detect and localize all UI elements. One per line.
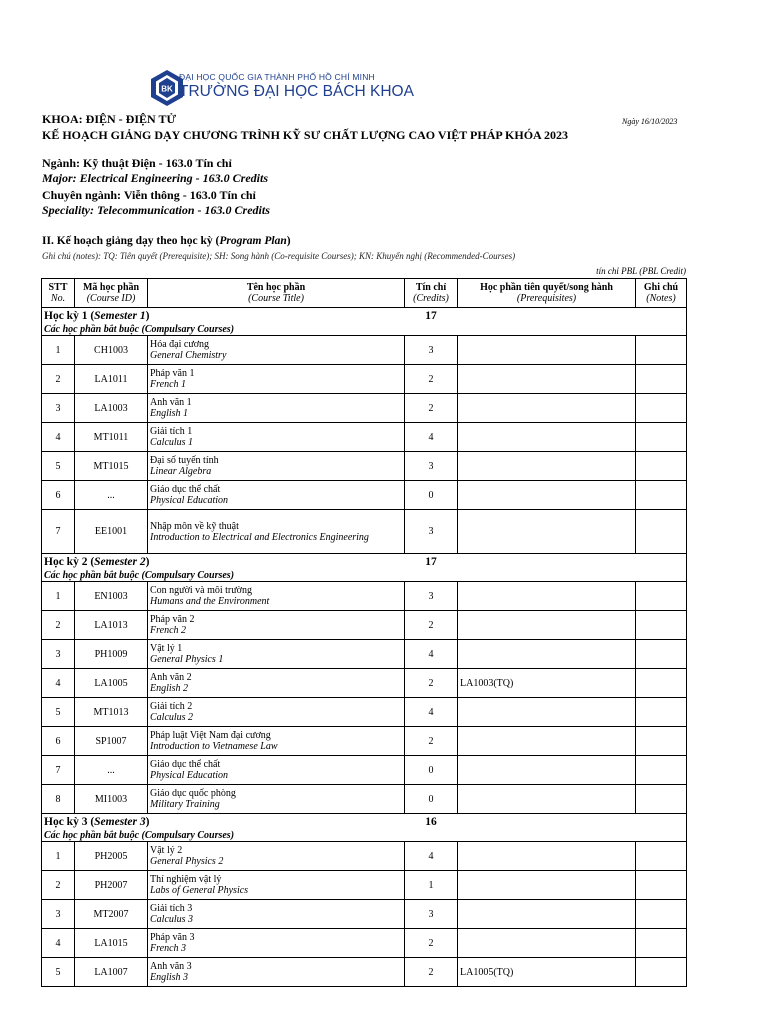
col-header-credits: Tín chỉ (Credits)	[405, 279, 458, 308]
course-prerequisites	[458, 842, 636, 871]
course-id: CH1003	[75, 336, 148, 365]
course-title-en: General Chemistry	[150, 350, 227, 361]
course-prerequisites	[458, 698, 636, 727]
semester-heading-filler	[458, 308, 687, 325]
logo-line1: ĐẠI HỌC QUỐC GIA THÀNH PHỐ HỒ CHÍ MINH	[179, 72, 375, 82]
semester-heading-row	[42, 814, 687, 831]
course-title-en: Calculus 3	[150, 914, 194, 925]
course-no: 3	[42, 900, 75, 929]
logo-line2: TRƯỜNG ĐẠI HỌC BÁCH KHOA	[179, 83, 414, 100]
course-prerequisites	[458, 336, 636, 365]
category-label: Các học phần bắt buộc (Compulsary Courses)	[42, 570, 687, 582]
course-prerequisites	[458, 423, 636, 452]
course-prerequisites: LA1005(TQ)	[458, 958, 636, 987]
logo-mark-text: BK	[161, 84, 173, 94]
course-title-vn: Anh văn 1	[150, 397, 192, 408]
course-prerequisites	[458, 394, 636, 423]
course-prerequisites	[458, 756, 636, 785]
course-credits: 2	[405, 611, 458, 640]
course-title-vn: Pháp văn 1	[150, 368, 195, 379]
course-title-en: Military Training	[150, 799, 220, 810]
semester-heading-row	[42, 308, 687, 325]
program-plan-table	[41, 278, 687, 987]
course-title	[148, 365, 405, 394]
course-credits: 2	[405, 365, 458, 394]
course-notes	[636, 423, 687, 452]
course-title-vn: Nhập môn về kỹ thuật	[150, 520, 239, 532]
course-title-en: Physical Education	[150, 495, 229, 506]
course-credits: 1	[405, 871, 458, 900]
course-no: 1	[42, 336, 75, 365]
course-credits: 0	[405, 481, 458, 510]
course-title-vn: Giải tích 3	[150, 903, 193, 914]
course-id: LA1007	[75, 958, 148, 987]
course-notes	[636, 669, 687, 698]
course-title-en: Linear Algebra	[150, 466, 212, 477]
course-title-vn: Giáo dục quốc phòng	[150, 788, 236, 799]
col-header-no: STT No.	[42, 279, 75, 308]
course-title-vn: Giáo dục thể chất	[150, 759, 221, 770]
major-vn: Ngành: Kỹ thuật Điện - 163.0 Tín chỉ	[42, 156, 232, 170]
course-title-en: Physical Education	[150, 770, 229, 781]
course-title	[148, 785, 405, 814]
semester-credits: 17	[405, 308, 458, 325]
course-title-en: General Physics 2	[150, 856, 224, 867]
course-notes	[636, 452, 687, 481]
course-row	[42, 900, 687, 929]
course-title-en: English 3	[150, 972, 189, 983]
course-notes	[636, 640, 687, 669]
course-no: 1	[42, 582, 75, 611]
course-no: 6	[42, 481, 75, 510]
course-credits: 3	[405, 510, 458, 554]
semester-credits: 17	[405, 554, 458, 571]
course-credits: 2	[405, 727, 458, 756]
course-id: MT1015	[75, 452, 148, 481]
major-en: Major: Electrical Engineering - 163.0 Credits	[42, 171, 269, 185]
course-credits: 2	[405, 929, 458, 958]
course-title-en: Calculus 2	[150, 712, 194, 723]
course-title	[148, 481, 405, 510]
course-no: 7	[42, 756, 75, 785]
course-title	[148, 698, 405, 727]
course-title-vn: Pháp văn 3	[150, 932, 195, 943]
course-credits: 3	[405, 452, 458, 481]
course-row	[42, 611, 687, 640]
course-no: 6	[42, 727, 75, 756]
course-title-vn: Vật lý 2	[150, 845, 183, 856]
course-credits: 2	[405, 394, 458, 423]
course-notes	[636, 336, 687, 365]
course-title	[148, 582, 405, 611]
course-title-vn: Anh văn 3	[150, 961, 192, 972]
course-notes	[636, 611, 687, 640]
course-title	[148, 394, 405, 423]
table-header-row	[42, 279, 687, 308]
course-title-en: French 3	[150, 943, 187, 954]
course-title-vn: Anh văn 2	[150, 672, 192, 683]
course-credits: 3	[405, 582, 458, 611]
semester-label: Học kỳ 3 (Semester 3)	[42, 814, 405, 831]
course-title	[148, 842, 405, 871]
speciality-vn: Chuyên ngành: Viễn thông - 163.0 Tín chỉ	[42, 188, 256, 202]
semester-heading-row	[42, 554, 687, 571]
course-notes	[636, 481, 687, 510]
course-notes	[636, 510, 687, 554]
course-no: 4	[42, 929, 75, 958]
course-prerequisites	[458, 365, 636, 394]
course-id: ...	[75, 481, 148, 510]
speciality-en: Speciality: Telecommunication - 163.0 Credits	[42, 203, 270, 217]
course-credits: 0	[405, 756, 458, 785]
course-prerequisites	[458, 785, 636, 814]
section-title: II. Kế hoạch giảng dạy theo học kỳ (Program Plan)	[42, 235, 291, 247]
course-prerequisites	[458, 611, 636, 640]
course-no: 4	[42, 423, 75, 452]
course-notes	[636, 929, 687, 958]
category-row	[42, 830, 687, 842]
course-title-vn: Pháp văn 2	[150, 614, 195, 625]
course-notes	[636, 727, 687, 756]
course-no: 2	[42, 871, 75, 900]
course-row	[42, 394, 687, 423]
course-prerequisites	[458, 640, 636, 669]
course-title-vn: Thí nghiệm vật lý	[150, 874, 222, 885]
course-title-vn: Đại số tuyến tính	[150, 455, 219, 466]
col-header-prerequisites: Học phần tiên quyết/song hành (Prerequisites)	[458, 279, 636, 308]
course-title-vn: Giáo dục thể chất	[150, 484, 221, 495]
course-row	[42, 756, 687, 785]
semester-credits: 16	[405, 814, 458, 831]
course-credits: 4	[405, 698, 458, 727]
course-notes	[636, 698, 687, 727]
course-title-en: General Physics 1	[150, 654, 224, 665]
course-title-en: Introduction to Vietnamese Law	[150, 741, 278, 752]
document-date: Ngày 16/10/2023	[622, 117, 678, 126]
course-id: EE1001	[75, 510, 148, 554]
col-header-course-id: Mã học phần (Course ID)	[75, 279, 148, 308]
course-row	[42, 481, 687, 510]
course-row	[42, 669, 687, 698]
course-title-en: French 2	[150, 625, 187, 636]
course-id: LA1011	[75, 365, 148, 394]
course-prerequisites	[458, 582, 636, 611]
pbl-credit-note: tín chỉ PBL (PBL Credit)	[596, 266, 686, 276]
course-notes	[636, 394, 687, 423]
course-no: 7	[42, 510, 75, 554]
course-row	[42, 365, 687, 394]
course-row	[42, 727, 687, 756]
course-title-vn: Hóa đại cương	[150, 339, 210, 350]
category-label: Các học phần bắt buộc (Compulsary Courses)	[42, 324, 687, 336]
course-row	[42, 785, 687, 814]
course-no: 2	[42, 365, 75, 394]
course-title	[148, 958, 405, 987]
course-id: PH2005	[75, 842, 148, 871]
course-id: EN1003	[75, 582, 148, 611]
course-credits: 2	[405, 958, 458, 987]
course-row	[42, 510, 687, 554]
course-id: ...	[75, 756, 148, 785]
course-title-en: English 2	[150, 683, 189, 694]
course-title	[148, 871, 405, 900]
course-title	[148, 452, 405, 481]
course-title-en: Calculus 1	[150, 437, 194, 448]
course-notes	[636, 900, 687, 929]
course-notes	[636, 365, 687, 394]
course-title	[148, 756, 405, 785]
course-credits: 4	[405, 640, 458, 669]
course-row	[42, 640, 687, 669]
course-id: MT1011	[75, 423, 148, 452]
plan-title: KẾ HOẠCH GIẢNG DẠY CHƯƠNG TRÌNH KỸ SƯ CHẤT LƯỢNG CAO VIỆT PHÁP KHÓA 2023	[42, 128, 569, 142]
course-notes	[636, 958, 687, 987]
col-header-course-title: Tên học phần (Course Title)	[148, 279, 405, 308]
course-row	[42, 842, 687, 871]
course-title-vn: Vật lý 1	[150, 643, 183, 654]
course-title	[148, 900, 405, 929]
course-prerequisites	[458, 871, 636, 900]
course-no: 5	[42, 958, 75, 987]
course-row	[42, 958, 687, 987]
course-title-vn: Pháp luật Việt Nam đại cương	[150, 730, 271, 741]
course-prerequisites	[458, 727, 636, 756]
semester-label: Học kỳ 2 (Semester 2)	[42, 554, 405, 571]
course-id: MT2007	[75, 900, 148, 929]
course-prerequisites	[458, 929, 636, 958]
course-row	[42, 582, 687, 611]
course-credits: 2	[405, 669, 458, 698]
course-row	[42, 336, 687, 365]
course-title	[148, 669, 405, 698]
semester-heading-filler	[458, 814, 687, 831]
course-row	[42, 871, 687, 900]
course-id: SP1007	[75, 727, 148, 756]
course-id: LA1013	[75, 611, 148, 640]
course-no: 8	[42, 785, 75, 814]
course-title-vn: Giải tích 1	[150, 426, 193, 437]
faculty-heading: KHOA: ĐIỆN - ĐIỆN TỬ	[42, 112, 177, 126]
course-no: 4	[42, 669, 75, 698]
course-notes	[636, 756, 687, 785]
col-header-notes: Ghi chú (Notes)	[636, 279, 687, 308]
course-id: PH1009	[75, 640, 148, 669]
category-row	[42, 324, 687, 336]
course-no: 3	[42, 640, 75, 669]
course-title	[148, 336, 405, 365]
course-notes	[636, 582, 687, 611]
course-id: MT1013	[75, 698, 148, 727]
course-prerequisites	[458, 510, 636, 554]
university-logo	[147, 68, 417, 108]
semester-heading-filler	[458, 554, 687, 571]
course-row	[42, 929, 687, 958]
course-row	[42, 698, 687, 727]
course-credits: 0	[405, 785, 458, 814]
course-title	[148, 611, 405, 640]
course-no: 2	[42, 611, 75, 640]
course-title-en: Introduction to Electrical and Electronics Engineering	[150, 531, 369, 543]
course-title-vn: Con người và môi trường	[150, 585, 252, 596]
course-no: 1	[42, 842, 75, 871]
course-title-en: English 1	[150, 408, 189, 419]
notes-legend: Ghi chú (notes): TQ: Tiên quyết (Prerequisite); SH: Song hành (Co-requisite Courses); KN: Khuyến nghị (Recommended-Courses)	[42, 251, 516, 261]
course-id: PH2007	[75, 871, 148, 900]
course-title	[148, 510, 405, 554]
course-title-en: Labs of General Physics	[150, 885, 249, 896]
course-credits: 4	[405, 842, 458, 871]
course-no: 3	[42, 394, 75, 423]
course-prerequisites: LA1003(TQ)	[458, 669, 636, 698]
course-prerequisites	[458, 452, 636, 481]
course-title-en: Humans and the Environment	[150, 596, 270, 607]
course-notes	[636, 871, 687, 900]
course-title	[148, 423, 405, 452]
course-title	[148, 929, 405, 958]
course-id: LA1005	[75, 669, 148, 698]
course-title	[148, 640, 405, 669]
course-row	[42, 452, 687, 481]
course-notes	[636, 842, 687, 871]
course-credits: 3	[405, 900, 458, 929]
category-label: Các học phần bắt buộc (Compulsary Courses)	[42, 830, 687, 842]
course-title	[148, 727, 405, 756]
course-credits: 3	[405, 336, 458, 365]
course-id: LA1003	[75, 394, 148, 423]
course-prerequisites	[458, 900, 636, 929]
semester-label: Học kỳ 1 (Semester 1)	[42, 308, 405, 325]
course-no: 5	[42, 698, 75, 727]
course-credits: 4	[405, 423, 458, 452]
course-id: LA1015	[75, 929, 148, 958]
course-title-en: French 1	[150, 379, 187, 390]
course-prerequisites	[458, 481, 636, 510]
course-id: MI1003	[75, 785, 148, 814]
course-no: 5	[42, 452, 75, 481]
course-title-vn: Giải tích 2	[150, 701, 193, 712]
course-notes	[636, 785, 687, 814]
course-row	[42, 423, 687, 452]
category-row	[42, 570, 687, 582]
